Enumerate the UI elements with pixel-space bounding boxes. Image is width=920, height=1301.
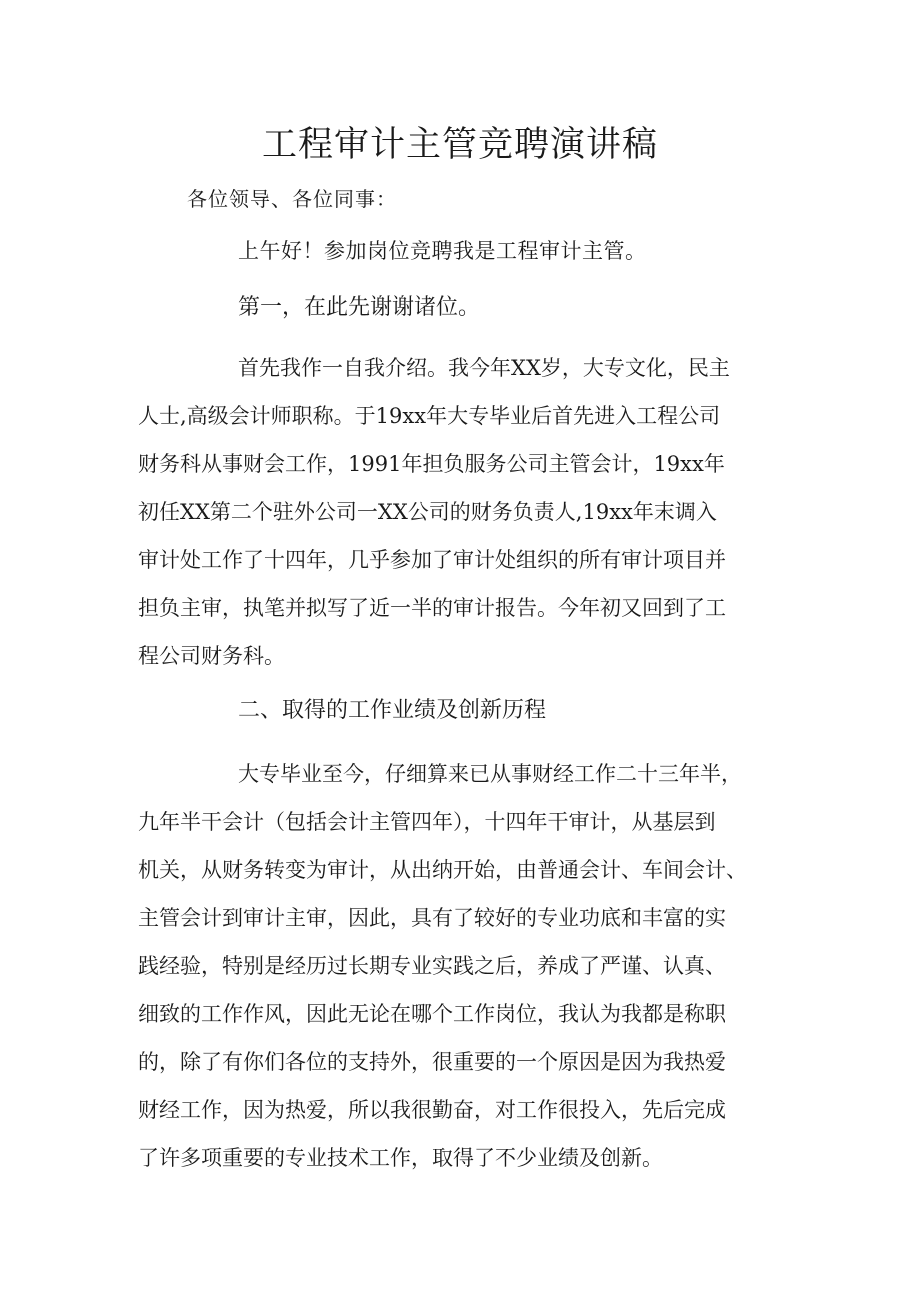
- paragraph-line: 主管会计到审计主审，因此，具有了较好的专业功底和丰富的实: [138, 906, 726, 930]
- paragraph-line: 首先我作一自我介绍。我今年XX岁，大专文化，民主: [238, 356, 730, 380]
- paragraph-line: 程公司财务科。: [138, 644, 285, 668]
- document-title: 工程审计主管竞聘演讲稿: [261, 125, 658, 165]
- paragraph-line: 财务科从事财会工作，1991年担负服务公司主管会计，19xx年: [138, 452, 725, 476]
- paragraph-line: 审计处工作了十四年，几乎参加了审计处组织的所有审计项目并: [138, 548, 726, 572]
- paragraph-line: 九年半干会计（包括会计主管四年），十四年干审计，从基层到: [138, 810, 716, 834]
- paragraph-line: 践经验，特别是经历过长期专业实践之后，养成了严谨、认真、: [138, 954, 726, 978]
- thanks-line: 第一，在此先谢谢诸位。: [238, 295, 481, 320]
- paragraph-line: 初任XX第二个驻外公司一XX公司的财务负责人,19xx年末调入: [138, 500, 717, 524]
- self-introduction-paragraph: [138, 344, 730, 680]
- paragraph-line: 大专毕业至今，仔细算来已从事财经工作二十三年半，: [238, 762, 742, 786]
- paragraph-line: 细致的工作作风，因此无论在哪个工作岗位，我认为我都是称职: [138, 1002, 726, 1026]
- paragraph-line: 担负主审，执笔并拟写了近一半的审计报告。今年初又回到了工: [138, 596, 726, 620]
- paragraph-line: 人士,高级会计师职称。于19xx年大专毕业后首先进入工程公司: [138, 404, 721, 428]
- paragraph-line: 了许多项重要的专业技术工作，取得了不少业绩及创新。: [138, 1146, 663, 1170]
- opening-line: 上午好！参加岗位竞聘我是工程审计主管。: [238, 239, 647, 263]
- paragraph-line: 机关，从财务转变为审计，从出纳开始，由普通会计、车间会计、: [138, 858, 747, 882]
- achievements-paragraph: [138, 750, 747, 1182]
- paragraph-line: 的，除了有你们各位的支持外，很重要的一个原因是因为我热爱: [138, 1050, 726, 1074]
- paragraph-line: 财经工作，因为热爱，所以我很勤奋，对工作很投入，先后完成: [138, 1098, 726, 1122]
- greeting: 各位领导、各位同事：: [187, 187, 397, 211]
- section-heading: 二、取得的工作业绩及创新历程: [238, 698, 547, 723]
